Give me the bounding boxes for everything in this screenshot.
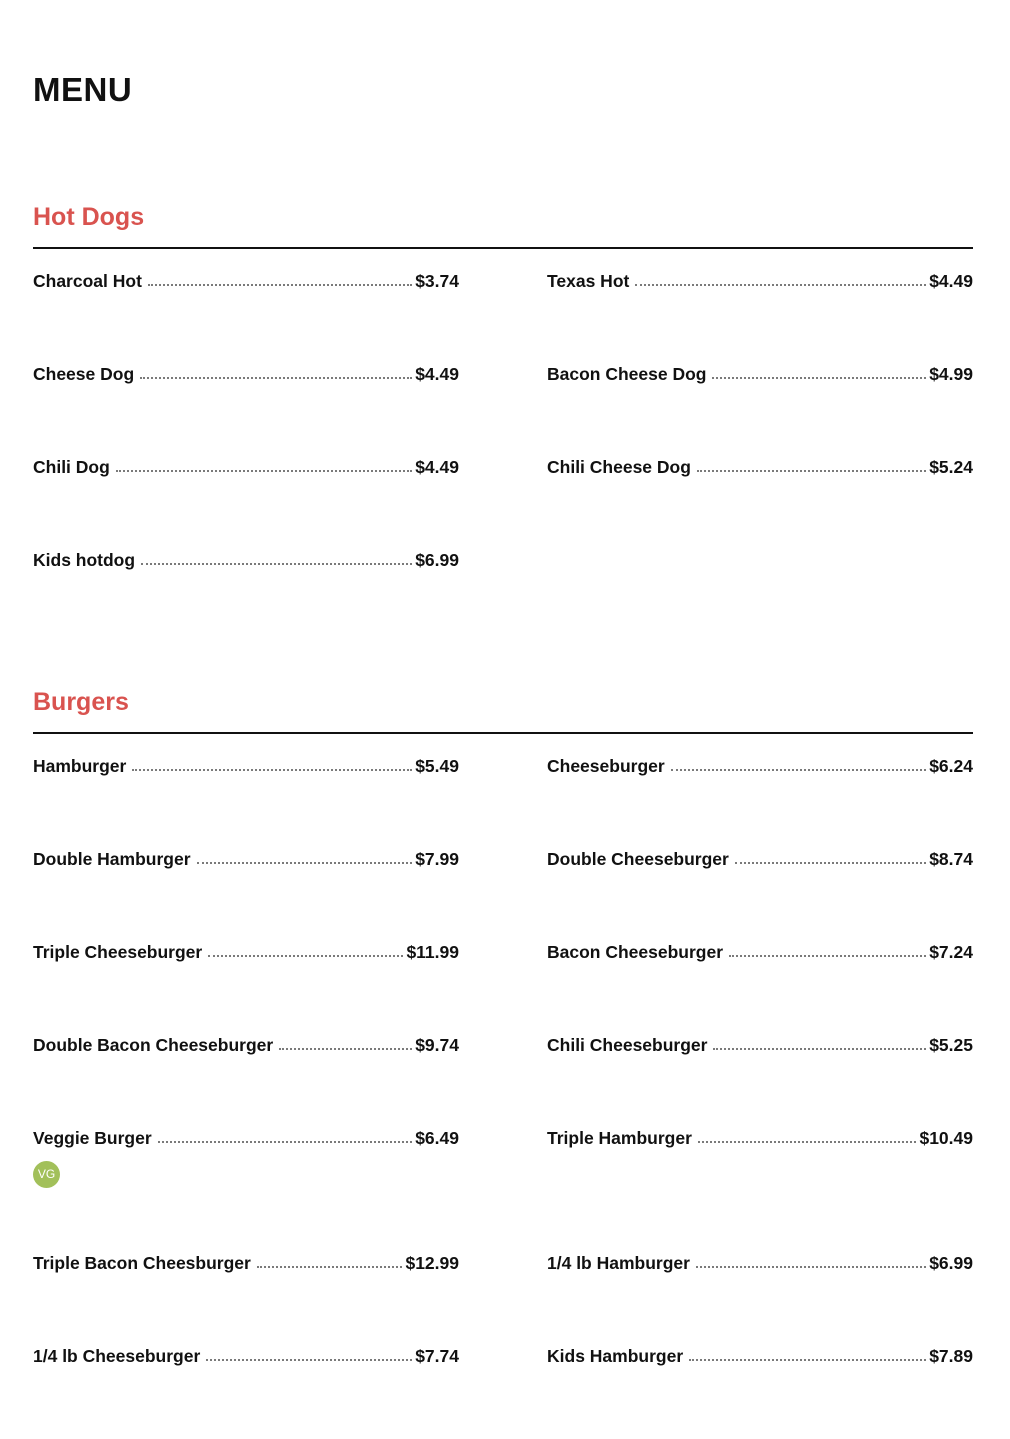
item-price: $4.49 (929, 271, 973, 291)
item-price: $11.99 (406, 942, 459, 962)
item-name: Charcoal Hot (33, 271, 142, 291)
item-price: $6.49 (415, 1128, 459, 1148)
item-name: Cheese Dog (33, 364, 135, 384)
dot-leader (132, 769, 412, 771)
item-price: $12.99 (405, 1253, 459, 1273)
menu-item (547, 457, 973, 550)
dot-leader (713, 1048, 926, 1050)
vegan-badge: VG (33, 1161, 60, 1188)
section-divider (33, 732, 973, 734)
item-name: Triple Bacon Cheesburger (33, 1253, 251, 1273)
menu-item (33, 1128, 459, 1253)
section-title: Burgers (33, 688, 129, 716)
dot-leader (148, 284, 412, 286)
item-name: Triple Hamburger (547, 1128, 692, 1148)
item-name: Cheeseburger (547, 756, 665, 776)
item-price: $9.74 (415, 1035, 459, 1055)
section-hot-dogs (33, 202, 973, 643)
dot-leader (696, 1266, 926, 1268)
dot-leader (729, 955, 926, 957)
item-name: Double Cheeseburger (547, 849, 729, 869)
dot-leader (635, 284, 926, 286)
section-divider (33, 247, 973, 249)
dot-leader (208, 955, 403, 957)
menu-item (547, 756, 973, 849)
item-name: Bacon Cheese Dog (547, 364, 707, 384)
item-name: Bacon Cheeseburger (547, 942, 724, 962)
dot-leader (257, 1266, 403, 1268)
dot-leader (279, 1048, 412, 1050)
item-price: $10.49 (919, 1128, 973, 1148)
menu-items-grid (33, 756, 973, 1439)
item-price: $4.49 (415, 364, 459, 384)
menu-item (547, 1346, 973, 1439)
menu-item (33, 756, 459, 849)
menu-item (33, 364, 459, 457)
item-price: $7.24 (929, 942, 973, 962)
item-name: Triple Cheeseburger (33, 942, 203, 962)
section-burgers (33, 687, 973, 1439)
menu-item (33, 271, 459, 364)
menu-item (33, 1346, 459, 1439)
menu-item (547, 364, 973, 457)
item-price: $3.74 (415, 271, 459, 291)
menu-item (547, 1128, 973, 1253)
item-price: $4.99 (929, 364, 973, 384)
dot-leader (116, 470, 412, 472)
menu-item (547, 849, 973, 942)
item-price: $6.99 (415, 550, 459, 570)
item-name: Kids Hamburger (547, 1346, 684, 1366)
item-name: Chili Dog (33, 457, 110, 477)
menu-item (33, 1035, 459, 1128)
item-name: Kids hotdog (33, 550, 136, 570)
item-price: $6.24 (929, 756, 973, 776)
dot-leader (158, 1141, 413, 1143)
item-name: Double Hamburger (33, 849, 191, 869)
item-name: 1/4 lb Cheeseburger (33, 1346, 201, 1366)
dot-leader (712, 377, 926, 379)
item-price: $6.99 (929, 1253, 973, 1273)
item-name: Hamburger (33, 756, 127, 776)
menu-item (33, 457, 459, 550)
item-price: $5.24 (929, 457, 973, 477)
menu-item (547, 271, 973, 364)
dot-leader (197, 862, 413, 864)
dot-leader (671, 769, 927, 771)
menu-item (547, 1253, 973, 1346)
item-name: Chili Cheese Dog (547, 457, 691, 477)
item-price: $4.49 (415, 457, 459, 477)
menu-item (33, 849, 459, 942)
menu-item (33, 942, 459, 1035)
menu-item (33, 550, 459, 643)
item-name: Double Bacon Cheeseburger (33, 1035, 274, 1055)
item-name: Veggie Burger (33, 1128, 152, 1148)
dot-leader (206, 1359, 412, 1361)
section-title: Hot Dogs (33, 203, 145, 231)
item-price: $5.25 (929, 1035, 973, 1055)
dot-leader (689, 1359, 926, 1361)
item-name: 1/4 lb Hamburger (547, 1253, 690, 1273)
dot-leader (140, 377, 412, 379)
item-price: $7.99 (415, 849, 459, 869)
item-price: $7.89 (929, 1346, 973, 1366)
menu-item (547, 1035, 973, 1128)
page-title: MENU (33, 71, 133, 108)
item-price: $8.74 (929, 849, 973, 869)
item-price: $7.74 (415, 1346, 459, 1366)
item-name: Chili Cheeseburger (547, 1035, 708, 1055)
dot-leader (735, 862, 926, 864)
dot-leader (697, 470, 926, 472)
dot-leader (141, 563, 412, 565)
menu-items-grid (33, 271, 973, 643)
item-price: $5.49 (415, 756, 459, 776)
menu-item (547, 942, 973, 1035)
dot-leader (698, 1141, 917, 1143)
item-name: Texas Hot (547, 271, 630, 291)
menu-item (33, 1253, 459, 1346)
